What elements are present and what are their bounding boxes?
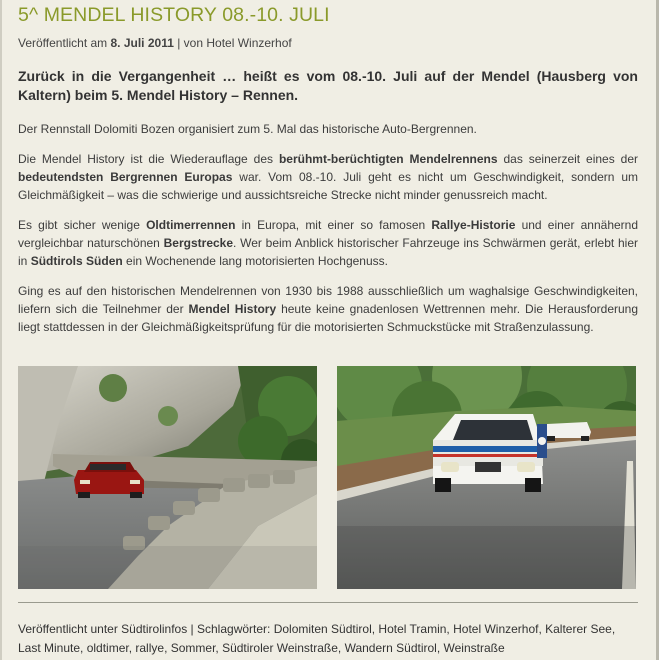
paragraph-2: Die Mendel History ist die Wiederauflage des berühmt-berüchtigten Mendelrennens das seinerzeit eines der bedeutendsten Bergrennen Europas war. Vom 08.-10. Juli geht es nicht um Geschwindigkeit, sondern um Gleichmäßigkeit – was die schwierige und aussichtsreiche Strecke nicht minder genussreich macht. [18, 152, 639, 202]
bold-phrase: Rallye-Historie [431, 218, 516, 232]
bold-phrase: bedeutendsten Bergrennen Europas [18, 170, 233, 184]
bold-phrase: Mendel History [188, 302, 277, 316]
bold-phrase: Bergstrecke [163, 236, 234, 250]
publish-date: 8. Juli 2011 [110, 36, 174, 50]
bold-phrase: Südtirols Süden [30, 254, 123, 268]
bmw-rally-car [433, 414, 547, 492]
paragraph-4: Ging es auf den historischen Mendelrennen von 1930 bis 1988 ausschließlich um waghalsige Geschwindigkeiten, liefern sich die Teilnehmer der Mendel History heute keine gnadenlosen Wettrennen mehr. Die Herausforderung liegt stattdessen in der Gleichmäßigkeitsprüfung für die motorisierten Schmuckstücke mit Straßenzulassung. [18, 284, 639, 334]
paragraph-1: Der Rennstall Dolomiti Bozen organisiert zum 5. Mal das historische Auto-Bergrennen. [18, 122, 477, 136]
paragraph-3: Es gibt sicher wenige Oldtimerrennen in Europa, mit einer so famosen Rallye-Historie und einer annähernd vergleichbar naturschönen Bergstrecke. Wer beim Anblick historischer Fahrzeuge ins Schwärmen gerät, erlebt hier in Südtirols Süden ein Wochenende lang motorisierten Hochgenuss. [18, 218, 639, 268]
meta-prefix: Veröffentlicht am [18, 36, 111, 50]
article-footer-tags[interactable]: Veröffentlicht unter Südtirolinfos | Schlagwörter: Dolomiten Südtirol, Hotel Tramin, Hotel Winzerhof, Kalterer See, Last Minute, oldtimer, rallye, Sommer, Südtiroler Weinstraße, Wandern Südtirol, Weinstraße [18, 622, 616, 655]
footer-divider [18, 602, 638, 603]
article-meta [18, 36, 292, 50]
bold-phrase: Oldtimerrennen [146, 218, 236, 232]
bold-phrase: berühmt-berüchtigten Mendelrennens [278, 152, 498, 166]
article-title[interactable]: 5^ MENDEL HISTORY 08.-10. JULI [18, 4, 330, 26]
photo-bmw-rally-car[interactable] [337, 366, 636, 589]
photo-red-car-mountain-road[interactable] [18, 366, 317, 589]
meta-author: | von Hotel Winzerhof [173, 36, 292, 50]
article-lead: Zurück in die Vergangenheit … heißt es vom 08.-10. Juli auf der Mendel (Hausberg von Kaltern) beim 5. Mendel History – Rennen. [18, 68, 638, 103]
page-frame-left [0, 0, 2, 660]
